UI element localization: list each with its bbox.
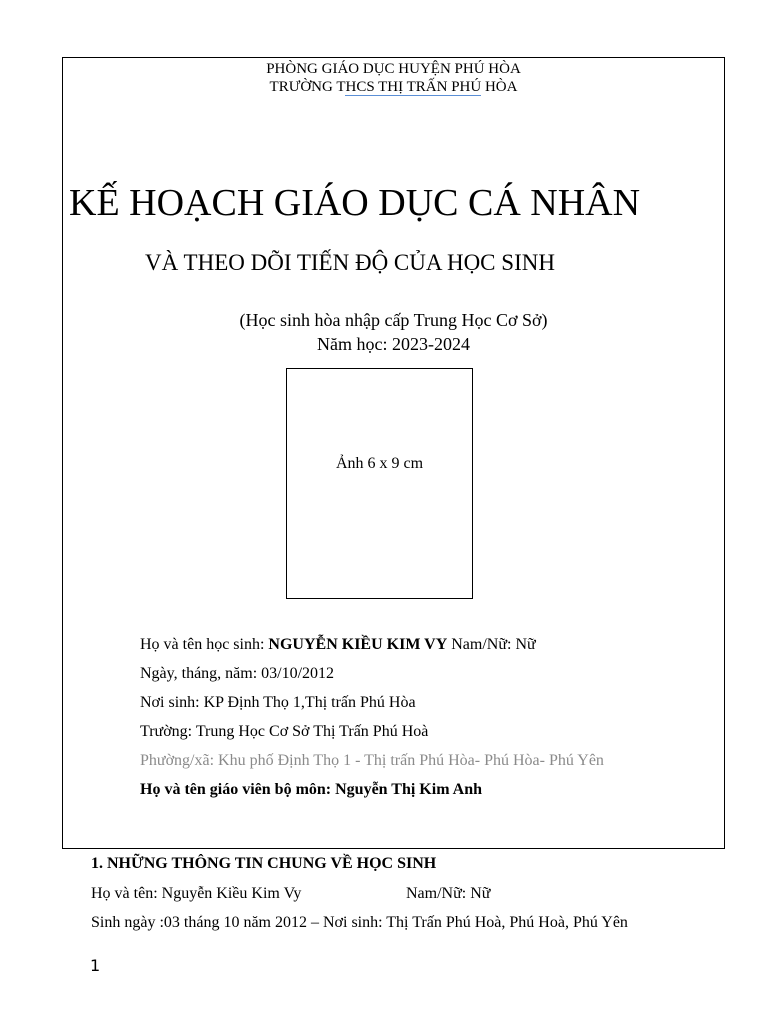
student-birthplace: Nơi sinh: KP Định Thọ 1,Thị trấn Phú Hòa (140, 694, 416, 711)
section-1-gender: Nam/Nữ: Nữ (406, 885, 491, 902)
school-year: Năm học: 2023-2024 (317, 334, 470, 354)
photo-placeholder (286, 368, 473, 599)
student-name-value: NGUYỄN KIỀU KIM VY (268, 636, 448, 653)
school-header (62, 78, 725, 96)
student-name-label: Họ và tên học sinh: (140, 636, 269, 653)
student-ward: Phường/xã: Khu phố Định Thọ 1 - Thị trấn Phú Hòa- Phú Hòa- Phú Yên (140, 752, 604, 769)
school-header-underlined: HCS THỊ TRẤN PHÚ (345, 79, 482, 95)
student-gender: Nam/Nữ: Nữ (447, 636, 536, 653)
page-number: 1 (90, 956, 101, 975)
student-category-note: (Học sinh hòa nhập cấp Trung Học Cơ Sở) (239, 310, 548, 330)
student-dob: Ngày, tháng, năm: 03/10/2012 (140, 665, 335, 682)
section-1-heading: 1. NHỮNG THÔNG TIN CHUNG VỀ HỌC SINH (91, 855, 437, 872)
document-title: KẾ HOẠCH GIÁO DỤC CÁ NHÂN (69, 182, 641, 224)
document-subtitle: VÀ THEO DÕI TIẾN ĐỘ CỦA HỌC SINH (145, 250, 555, 275)
photo-label: Ảnh 6 x 9 cm (335, 455, 424, 472)
subject-teacher: Họ và tên giáo viên bộ môn: Nguyễn Thị Kim Anh (140, 781, 482, 798)
section-1-fullname: Họ và tên: Nguyễn Kiều Kim Vy (91, 885, 302, 902)
school-header-suffix: HÒA (481, 79, 518, 95)
student-school: Trường: Trung Học Cơ Sở Thị Trấn Phú Hoà (140, 723, 429, 740)
student-name-line (140, 635, 536, 655)
department-header: PHÒNG GIÁO DỤC HUYỆN PHÚ HÒA (266, 61, 521, 77)
section-1-birth: Sinh ngày :03 tháng 10 năm 2012 – Nơi sinh: Thị Trấn Phú Hoà, Phú Hoà, Phú Yên (91, 914, 628, 931)
school-header-prefix: TRƯỜNG T (269, 79, 346, 95)
